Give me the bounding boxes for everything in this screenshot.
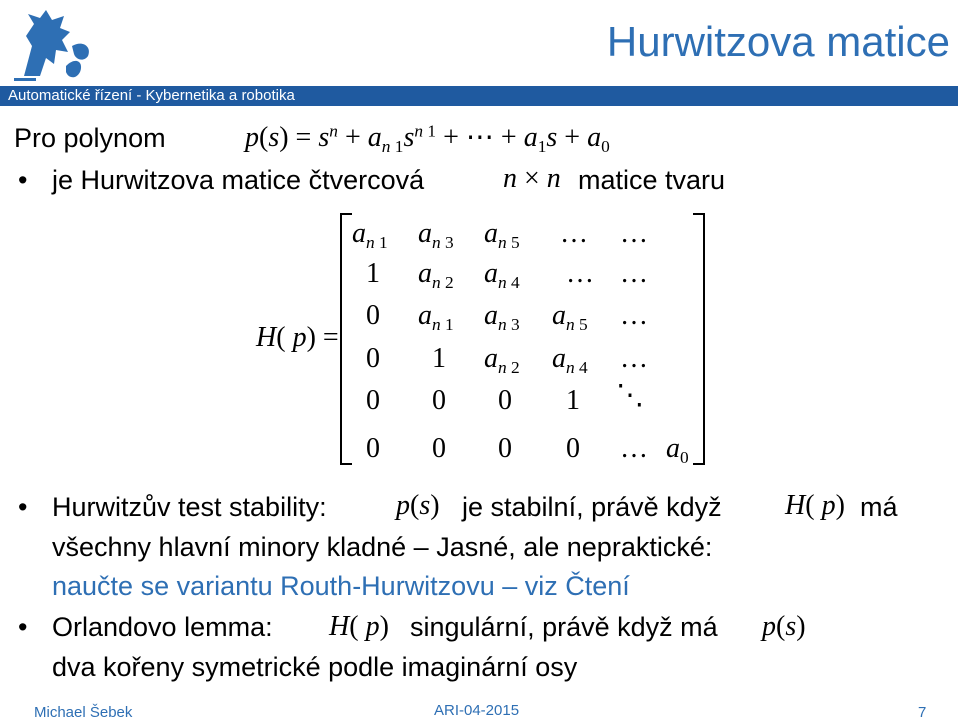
matrix-left-bracket <box>340 213 352 465</box>
matrix-cell: 1 <box>566 385 580 416</box>
footer-page-number: 7 <box>918 704 927 721</box>
bullet-3-text-a: Orlandovo lemma: <box>52 612 273 642</box>
bullet-1-text-a: je Hurwitzova matice čtvercová <box>52 165 425 195</box>
matrix-cell: $a_{n 4}$ <box>552 343 588 378</box>
matrix-cell: $a_{n 2}$ <box>418 258 454 293</box>
slide-title: Hurwitzova matice <box>606 18 950 65</box>
matrix-cell: … <box>620 258 648 289</box>
matrix-cell: $a_{n 5}$ <box>552 300 588 335</box>
matrix-cell: … <box>560 218 588 249</box>
bullet-2-math-2: H( p) <box>785 490 845 521</box>
polynom-label: Pro polynom <box>14 123 166 153</box>
matrix-cell: 0 <box>432 433 446 464</box>
matrix-cell: … <box>620 218 648 249</box>
bullet-2-text-a: Hurwitzův test stability: <box>52 492 327 522</box>
matrix-cell: ⋱ <box>616 380 644 411</box>
matrix-cell: … <box>620 300 648 331</box>
bullet-2-text-c: má <box>860 492 898 522</box>
matrix-cell: $a_{n 3}$ <box>418 218 454 253</box>
matrix-cell: $a_{n 2}$ <box>484 343 520 378</box>
header-bar <box>0 86 958 106</box>
course-subtitle: Automatické řízení - Kybernetika a robotika <box>8 87 295 104</box>
matrix-cell: 0 <box>366 385 380 416</box>
footer-code: ARI-04-2015 <box>434 702 520 719</box>
polynom-formula: $p(s) = s^n + a_{n 1}s^{n 1}$ + ⋯ + $a_1s + a_0$ <box>245 121 610 157</box>
bullet-1-math: n × n <box>503 163 561 194</box>
bullet-2-math-1: p(s) <box>396 490 440 521</box>
matrix-cell: 0 <box>498 433 512 464</box>
bullet-3-dot: • <box>18 612 28 642</box>
bullet-3-math-2: p(s) <box>762 611 806 642</box>
matrix-cell: 0 <box>366 300 380 331</box>
matrix-cell: 0 <box>566 433 580 464</box>
bullet-3-math-1: H( p) <box>329 611 389 642</box>
bullet-3-line-2: dva kořeny symetrické podle imaginární osy <box>52 652 578 682</box>
matrix-cell: 0 <box>498 385 512 416</box>
ctu-lion-logo <box>6 6 106 82</box>
matrix-right-bracket <box>693 213 705 465</box>
matrix-cell: $a_{n 3}$ <box>484 300 520 335</box>
matrix-cell: … <box>620 343 648 374</box>
matrix-cell: 0 <box>366 433 380 464</box>
bullet-3-text-b: singulární, právě když má <box>410 612 718 642</box>
bullet-1-text-b: matice tvaru <box>578 165 726 195</box>
footer-author: Michael Šebek <box>34 704 133 721</box>
matrix-cell: $a_{n 4}$ <box>484 258 520 293</box>
matrix-cell: … <box>620 433 648 464</box>
matrix-cell: $a_{n 1}$ <box>418 300 454 335</box>
bullet-2-line-2: všechny hlavní minory kladné – Jasné, ale nepraktické: <box>52 532 713 562</box>
matrix-cell: 1 <box>366 258 380 289</box>
bullet-2-text-b: je stabilní, právě když <box>462 492 722 522</box>
bullet-2-dot: • <box>18 492 28 522</box>
matrix-cell: $a_{n 5}$ <box>484 218 520 253</box>
bullet-1-dot: • <box>18 165 28 195</box>
matrix-cell: $a_{n 1}$ <box>352 218 388 253</box>
matrix-cell: 0 <box>432 385 446 416</box>
bullet-2-line-3: naučte se variantu Routh-Hurwitzovu – viz Čtení <box>52 571 630 601</box>
matrix-cell: 1 <box>432 343 446 374</box>
matrix-lhs: H( p) = <box>256 322 339 353</box>
matrix-cell: $a_0$ <box>666 433 689 468</box>
matrix-cell: … <box>566 258 594 289</box>
matrix-cell: 0 <box>366 343 380 374</box>
